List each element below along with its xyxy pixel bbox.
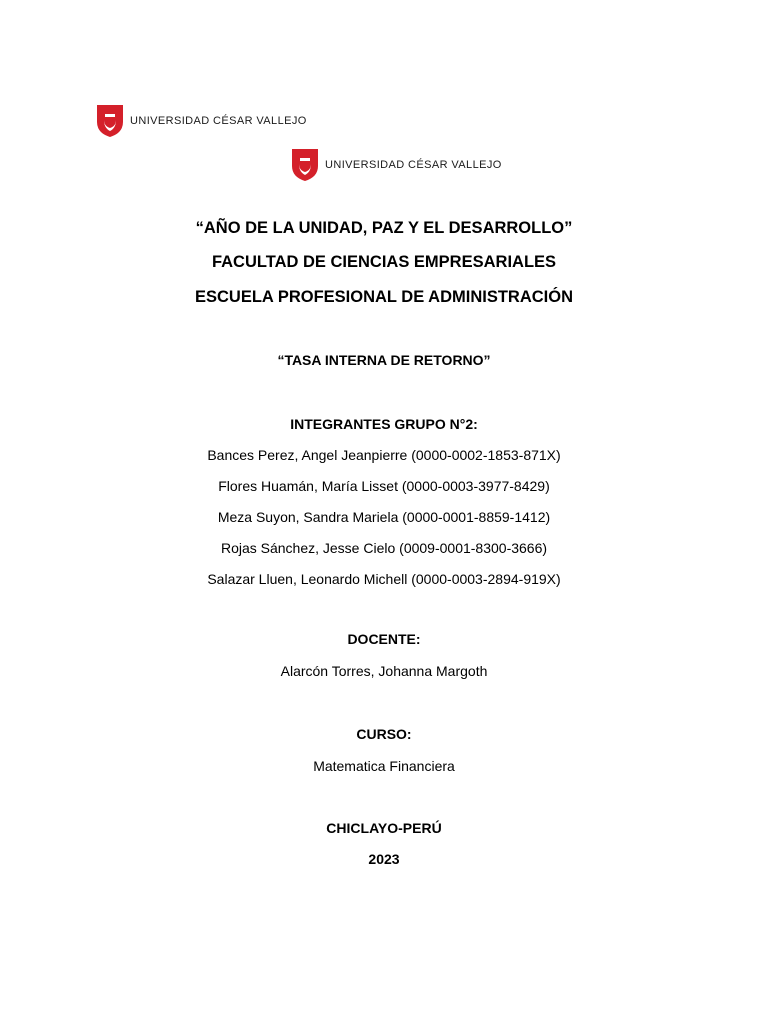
document-title: “TASA INTERNA DE RETORNO”	[277, 352, 491, 368]
university-logo-text: UNIVERSIDAD CÉSAR VALLEJO	[325, 159, 502, 171]
school-name: ESCUELA PROFESIONAL DE ADMINISTRACIÓN	[195, 288, 573, 306]
members-heading: INTEGRANTES GRUPO N°2:	[290, 416, 478, 432]
course-name: Matematica Financiera	[313, 758, 455, 774]
faculty-name: FACULTAD DE CIENCIAS EMPRESARIALES	[211, 253, 557, 271]
teacher-name: Alarcón Torres, Johanna Margoth	[280, 663, 488, 679]
year: 2023	[368, 851, 400, 867]
year-motto: “AÑO DE LA UNIDAD, PAZ Y EL DESARROLLO”	[195, 219, 573, 237]
university-shield-icon	[291, 148, 319, 182]
member-item: Bances Perez, Angel Jeanpierre (0000-0002-1853-871X)	[207, 447, 561, 463]
course-heading: CURSO:	[356, 726, 412, 742]
university-logo-secondary	[291, 148, 502, 182]
university-logo	[96, 104, 307, 138]
member-item: Meza Suyon, Sandra Mariela (0000-0001-8859-1412)	[217, 509, 551, 525]
teacher-heading: DOCENTE:	[347, 631, 421, 647]
member-item: Salazar Lluen, Leonardo Michell (0000-0003-2894-919X)	[207, 571, 561, 587]
member-item: Flores Huamán, María Lisset (0000-0003-3977-8429)	[218, 478, 550, 494]
member-item: Rojas Sánchez, Jesse Cielo (0009-0001-8300-3666)	[220, 540, 548, 556]
place: CHICLAYO-PERÚ	[326, 820, 442, 836]
university-shield-icon	[96, 104, 124, 138]
university-logo-text: UNIVERSIDAD CÉSAR VALLEJO	[130, 115, 307, 127]
